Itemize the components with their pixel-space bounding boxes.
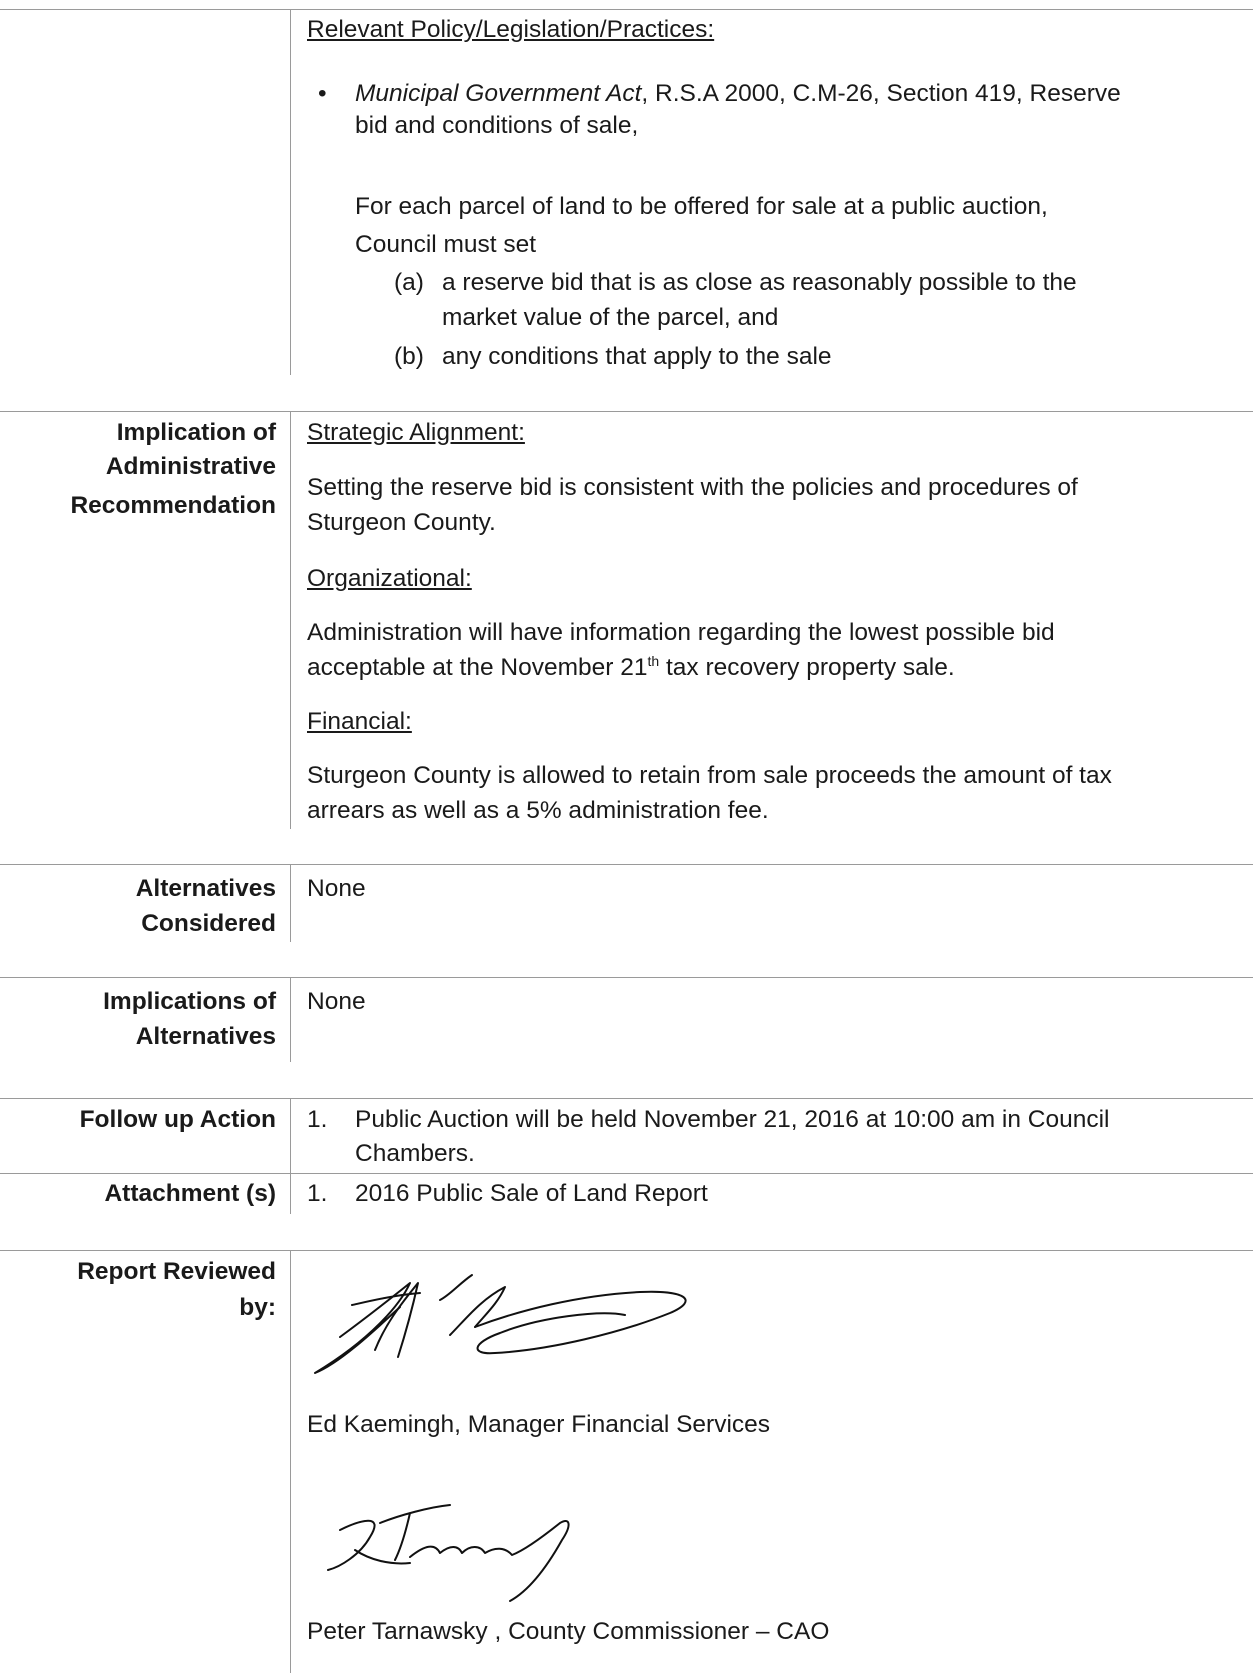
section-rule: [0, 977, 1253, 978]
follow-up-line-1: Public Auction will be held November 21, 2016 at 10:00 am in Council: [355, 1106, 1110, 1133]
row-rule: [0, 1173, 1253, 1174]
column-divider: [290, 977, 291, 1062]
column-divider: [290, 1098, 291, 1214]
implications-alt-label-line-2: Alternatives: [135, 1023, 276, 1050]
top-rule: [0, 9, 1253, 10]
implications-alt-label-line-1: Implications of: [103, 988, 276, 1015]
column-divider: [290, 864, 291, 942]
list-marker-a: (a): [394, 269, 424, 296]
column-divider: [290, 1250, 291, 1673]
reviewer-1-name: Ed Kaemingh, Manager Financial Services: [307, 1411, 771, 1438]
section-rule: [0, 1098, 1253, 1099]
implication-label-line-3: Recommendation: [70, 492, 276, 519]
signature-ed-kaemingh-image: [300, 1255, 700, 1375]
bullet-marker: •: [318, 80, 327, 107]
implication-label-line-1: Implication of: [116, 419, 276, 446]
section-rule: [0, 1250, 1253, 1251]
attachment-text: 2016 Public Sale of Land Report: [355, 1180, 708, 1207]
organizational-text: acceptable at the November 21: [307, 654, 648, 681]
organizational-line-1: Administration will have information regarding the lowest possible bid: [307, 619, 1055, 646]
financial-line-2: arrears as well as a 5% administration fee.: [307, 797, 769, 824]
implication-label-line-2: Administrative: [105, 453, 276, 480]
act-citation-line-1: [355, 78, 1121, 110]
ordinal-suffix: th: [647, 652, 660, 669]
act-reference: , R.S.A 2000, C.M-26, Section 419, Reserve: [641, 80, 1121, 107]
organizational-text-end: tax recovery property sale.: [659, 654, 955, 681]
act-name: Municipal Government Act: [355, 80, 642, 107]
list-item-b: any conditions that apply to the sale: [442, 343, 832, 370]
attachment-number: 1.: [307, 1180, 328, 1207]
alternatives-value: None: [307, 875, 366, 902]
policy-heading: Relevant Policy/Legislation/Practices:: [307, 16, 715, 43]
alternatives-label-line-1: Alternatives: [135, 875, 276, 902]
strategic-alignment-line-1: Setting the reserve bid is consistent with the policies and procedures of: [307, 474, 1078, 501]
policy-paragraph-line-2: Council must set: [355, 231, 537, 258]
act-citation-line-2: bid and conditions of sale,: [355, 112, 639, 139]
list-item-a-line-2: market value of the parcel, and: [442, 304, 779, 331]
reviewed-label-line-1: Report Reviewed: [77, 1258, 276, 1285]
follow-up-line-2: Chambers.: [355, 1140, 475, 1167]
list-item-a-line-1: a reserve bid that is as close as reasonably possible to the: [442, 269, 1077, 296]
financial-line-1: Sturgeon County is allowed to retain from sale proceeds the amount of tax: [307, 762, 1112, 789]
organizational-heading: Organizational:: [307, 565, 472, 592]
implications-alt-value: None: [307, 988, 366, 1015]
policy-paragraph-line-1: For each parcel of land to be offered for sale at a public auction,: [355, 193, 1048, 220]
signature-peter-tarnawsky-image: [300, 1495, 630, 1605]
column-divider: [290, 9, 291, 375]
section-rule: [0, 411, 1253, 412]
section-rule: [0, 864, 1253, 865]
strategic-alignment-line-2: Sturgeon County.: [307, 509, 496, 536]
financial-heading: Financial:: [307, 708, 412, 735]
reviewer-2-name: Peter Tarnawsky , County Commissioner – CAO: [307, 1618, 830, 1645]
strategic-alignment-heading: Strategic Alignment:: [307, 419, 525, 446]
follow-up-label: Follow up Action: [79, 1106, 276, 1133]
follow-up-number: 1.: [307, 1106, 328, 1133]
column-divider: [290, 411, 291, 829]
reviewed-label-line-2: by:: [239, 1294, 276, 1321]
attachment-label: Attachment (s): [104, 1180, 276, 1207]
list-marker-b: (b): [394, 343, 424, 370]
alternatives-label-line-2: Considered: [141, 910, 276, 937]
organizational-line-2: [307, 652, 955, 684]
